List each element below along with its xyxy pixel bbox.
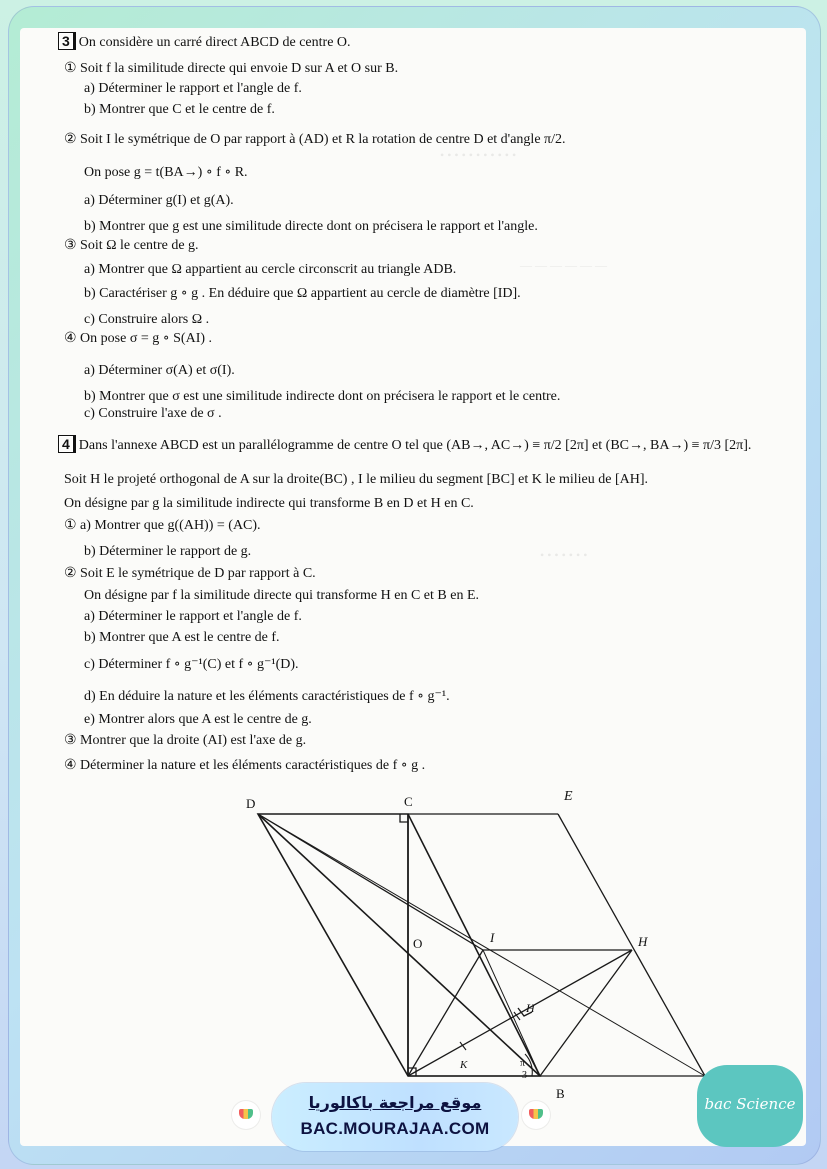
ex4-q2d: d) En déduire la nature et les éléments caractéristiques de f ∘ g⁻¹. — [84, 689, 450, 704]
ex4-q2-def: On désigne par f la similitude directe qui transforme H en C et B en E. — [84, 588, 480, 603]
bleed-through-text: • • • • • • • — [540, 548, 588, 562]
ex3-q3a: a) Montrer que Ω appartient au cercle circonscrit au triangle ADB. — [84, 262, 457, 277]
ex3-q4c: c) Construire l'axe de σ . — [84, 406, 222, 421]
ex4-def1: Soit H le projeté orthogonal de A sur la droite(BC) , I le milieu du segment [BC] et K le milieu de [AH]. — [64, 472, 648, 487]
ex3-q1: ① Soit f la similitude directe qui envoie D sur A et O sur B. — [64, 61, 399, 76]
label-h-small: H — [526, 1001, 535, 1015]
segment-bh — [540, 950, 632, 1076]
ex3-q3b: b) Caractériser g ∘ g . En déduire que Ω appartient au cercle de diamètre [ID]. — [84, 286, 521, 301]
ex3-q1b: b) Montrer que C et le centre de f. — [84, 102, 275, 117]
ex3-intro: 3 On considère un carré direct ABCD de centre O. — [58, 32, 351, 52]
label-b: B — [556, 1086, 565, 1101]
label-i: I — [490, 930, 495, 945]
label-o: O — [413, 936, 423, 951]
ex3-q2a: a) Déterminer g(I) et g(A). — [84, 193, 234, 208]
site-banner[interactable] — [272, 1083, 518, 1151]
label-angle-den: 3 — [522, 1070, 527, 1081]
ex4-number: 4 — [58, 435, 74, 453]
ex4-q4: ④ Déterminer la nature et les éléments caractéristiques de f ∘ g . — [64, 758, 426, 773]
label-angle-num: π — [520, 1058, 526, 1069]
segment-eh — [558, 814, 705, 1076]
ex4-q2c: c) Déterminer f ∘ g⁻¹(C) et f ∘ g⁻¹(D). — [84, 657, 299, 672]
label-k: K — [460, 1059, 468, 1071]
badge-label: bac Science — [704, 1095, 796, 1113]
label-h: H — [638, 934, 648, 949]
ex3-q3: ③ Soit Ω le centre de g. — [64, 238, 199, 253]
exam-sheet — [20, 28, 806, 1146]
right-angle-c — [400, 814, 408, 822]
ex3-q4a: a) Déterminer σ(A) et σ(I). — [84, 363, 235, 378]
ex4-q1a: ① a) Montrer que g((AH)) = (AC). — [64, 518, 261, 533]
bleed-through-text: • • • • • • • • • • • — [440, 148, 517, 162]
parallelogram-figure — [20, 28, 806, 1146]
ex4-def2: On désigne par g la similitude indirecte qui transforme B en D et H en C. — [64, 496, 474, 511]
ex3-q4b: b) Montrer que σ est une similitude indirecte dont on précisera le rapport et le centre. — [84, 389, 561, 404]
ex4-q2b: b) Montrer que A est le centre de f. — [84, 630, 280, 645]
site-url[interactable]: BAC.MOURAJAA.COM — [300, 1119, 490, 1138]
bleed-through-text: — — — — — — — [520, 258, 607, 272]
label-d: D — [246, 796, 256, 811]
ex4-q2e: e) Montrer alors que A est le centre de g. — [84, 712, 312, 727]
right-footer-logo-icon — [522, 1101, 550, 1129]
ex4-q2a: a) Déterminer le rapport et l'angle de f. — [84, 609, 302, 624]
site-name-arabic: موقع مراجعة باكالوريا — [308, 1093, 482, 1112]
ex4-q2: ② Soit E le symétrique de D par rapport à C. — [64, 566, 316, 581]
ex4-q1b: b) Déterminer le rapport de g. — [84, 544, 252, 559]
segment-di — [258, 814, 483, 950]
diagonal-db — [258, 814, 540, 1076]
ex4-intro: 4 Dans l'annexe ABCD est un parallélogramme de centre O tel que (AB→, AC→) ≡ π/2 [2π] et (BC→, BA→) ≡ π/3 [2π]. — [58, 435, 751, 455]
ex3-q2-pose: On pose g = t(BA→) ∘ f ∘ R. — [84, 165, 248, 180]
ex3-q2: ② Soit I le symétrique de O par rapport à (AD) et R la rotation de centre D et d'angle π/2. — [64, 132, 566, 147]
ex4-q3: ③ Montrer que la droite (AI) est l'axe de g. — [64, 733, 307, 748]
ex3-number: 3 — [58, 32, 74, 50]
label-e: E — [564, 789, 573, 804]
ex3-q2b: b) Montrer que g est une similitude directe dont on précisera le rapport et l'angle. — [84, 219, 538, 234]
bac-science-badge — [697, 1065, 803, 1147]
ex3-q3c: c) Construire alors Ω . — [84, 312, 210, 327]
label-c: C — [404, 794, 413, 809]
ex3-q1a: a) Déterminer le rapport et l'angle de f. — [84, 81, 302, 96]
ex3-q4: ④ On pose σ = g ∘ S(AI) . — [64, 331, 213, 346]
left-footer-logo-icon — [232, 1101, 260, 1129]
